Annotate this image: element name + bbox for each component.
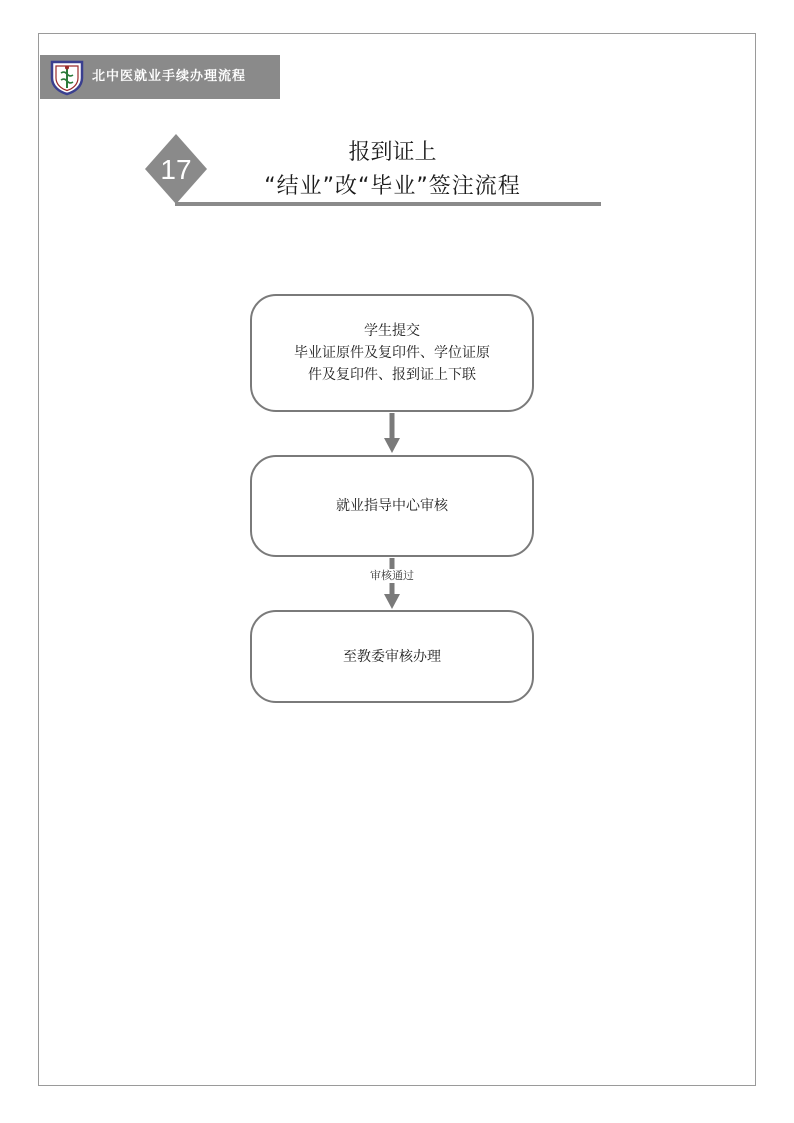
flow-step-1-line2: 毕业证原件及复印件、学位证原 [294, 345, 490, 361]
section-title-line1: 报到证上 [348, 140, 437, 165]
edge-label-approved: 审核通过 [342, 569, 442, 583]
section-title-line2: “结业”改“毕业”签注流程 [264, 174, 521, 199]
flow-step-1-line3: 件及复印件、报到证上下联 [308, 367, 476, 383]
section-number: 17 [160, 154, 192, 185]
title-underline [175, 202, 601, 206]
header-title: 北中医就业手续办理流程 [92, 69, 247, 84]
flow-step-3-line1: 至教委审核办理 [343, 648, 441, 665]
flow-step-3 [250, 610, 534, 703]
flow-step-1-line1: 学生提交 [364, 323, 420, 339]
university-shield-logo-icon [48, 58, 86, 96]
flow-step-2 [250, 455, 534, 557]
flow-step-1 [250, 294, 534, 412]
flow-step-2-line1: 就业指导中心审核 [336, 498, 448, 514]
